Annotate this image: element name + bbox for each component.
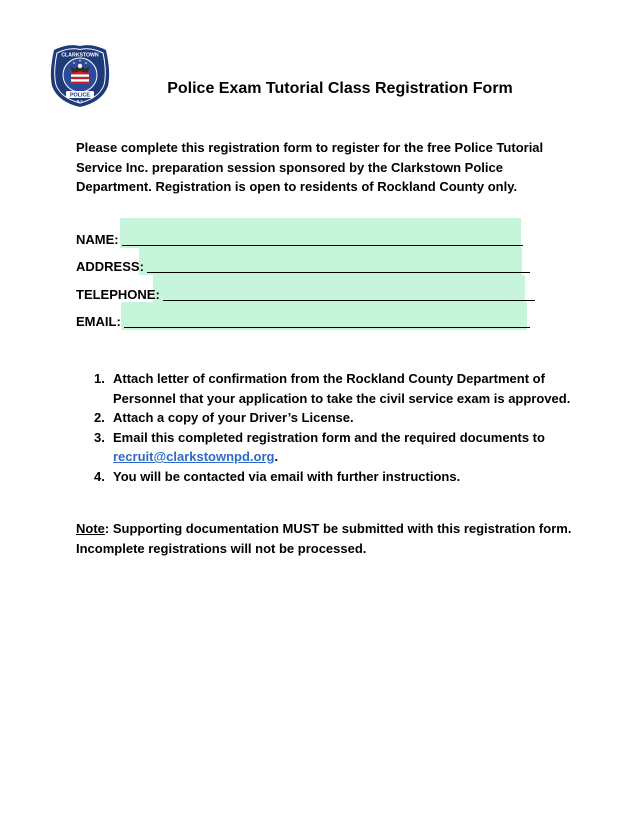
note-paragraph: [76, 519, 576, 558]
email-label: EMAIL:: [76, 314, 121, 329]
telephone-field[interactable]: [76, 285, 535, 305]
name-field[interactable]: [76, 230, 523, 250]
step-text: Attach a copy of your Driver’s License.: [113, 410, 354, 425]
step-text: Attach letter of confirmation from the Rockland County Department of Personnel that your application to take the civil service exam is approved.: [113, 371, 571, 406]
address-label: ADDRESS:: [76, 259, 144, 274]
address-input-line[interactable]: [147, 272, 530, 273]
note-label: Note: [76, 521, 105, 536]
clarkstown-police-badge-logo: [48, 42, 112, 108]
badge-state-text: N.Y.: [76, 99, 84, 104]
name-label: NAME:: [76, 232, 119, 247]
note-text: : Supporting documentation MUST be submitted with this registration form. Incomplete registrations will not be processed.: [76, 521, 572, 556]
step-number: 1.: [94, 371, 105, 386]
page-title: Police Exam Tutorial Class Registration Form: [167, 80, 513, 97]
instructions-list: [76, 369, 576, 486]
step-number: 4.: [94, 468, 105, 484]
list-item: [76, 408, 576, 428]
email-field[interactable]: [76, 312, 530, 332]
list-item: [76, 428, 576, 467]
telephone-label: TELEPHONE:: [76, 287, 160, 302]
step-text: Email this completed registration form and the required documents to: [113, 429, 545, 445]
step-suffix: .: [274, 449, 279, 464]
recruit-email-link[interactable]: recruit@clarkstownpd.org: [113, 449, 275, 464]
list-item: [76, 369, 576, 408]
telephone-input-line[interactable]: [163, 300, 535, 301]
address-field[interactable]: [76, 257, 530, 277]
intro-paragraph: Please complete this registration form to register for the free Police Tutorial Service Inc. preparation session sponsored by the Clarkstown Police Department. Registration is open to residents of Rockland County only.: [76, 140, 544, 194]
step-number: 3.: [94, 429, 105, 445]
step-number: 2.: [94, 410, 105, 425]
email-input-line[interactable]: [124, 327, 530, 328]
badge-bottom-text: POLICE: [69, 92, 91, 99]
step-text: You will be contacted via email with further instructions.: [113, 468, 461, 484]
list-item: [76, 467, 576, 487]
badge-top-text: CLARKSTOWN: [61, 52, 99, 59]
name-input-line[interactable]: [122, 245, 523, 246]
